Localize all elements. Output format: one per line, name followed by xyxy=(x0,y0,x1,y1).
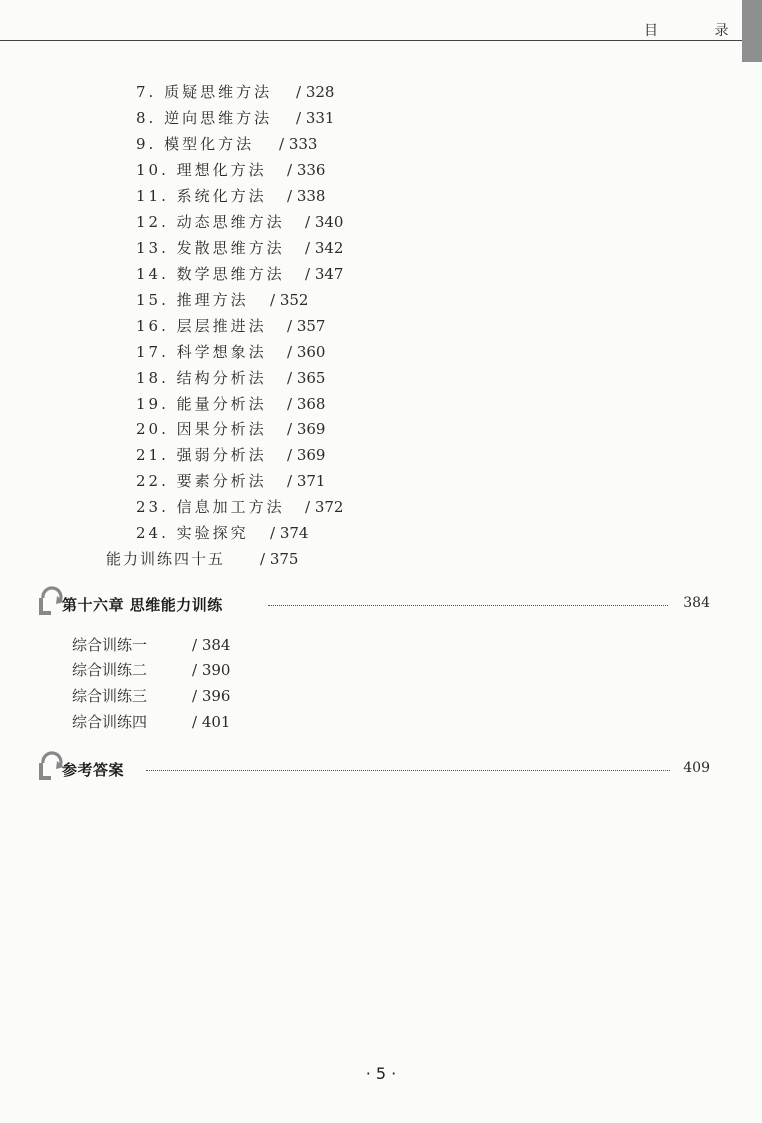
toc-entry-page: / 384 xyxy=(192,636,231,654)
toc-entry-page: / 338 xyxy=(287,187,326,205)
toc-entry-14[interactable] xyxy=(136,264,344,284)
toc-entry-23[interactable] xyxy=(136,497,344,517)
leader-dots xyxy=(146,770,670,771)
chapter-page: 384 xyxy=(683,595,710,611)
toc-entry-page: / 368 xyxy=(287,395,326,413)
answers-row[interactable] xyxy=(36,747,710,783)
toc-entry-label: 22. 要素分析法 xyxy=(136,472,267,490)
toc-entry-label: 15. 推理方法 xyxy=(136,291,249,309)
toc-entry-label: 16. 层层推进法 xyxy=(136,317,267,335)
toc-entry-page: / 371 xyxy=(287,472,326,490)
toc-entry-page: / 372 xyxy=(305,498,344,516)
toc-entry-page: / 401 xyxy=(192,713,231,731)
chapter-title: 参考答案 xyxy=(62,761,125,779)
page-number: · 5 · xyxy=(365,1064,397,1083)
toc-entry-label: 7. 质疑思维方法 xyxy=(136,83,273,101)
toc-entry-page: / 340 xyxy=(305,213,344,231)
toc-entry-11[interactable] xyxy=(136,186,326,206)
toc-entry-label: 综合训练四 xyxy=(72,713,148,731)
toc-entry-20[interactable] xyxy=(136,419,326,439)
header-rule xyxy=(0,40,742,41)
toc-entry-label: 10. 理想化方法 xyxy=(136,161,267,179)
toc-entry-page: / 396 xyxy=(192,687,231,705)
toc-entry-page: / 331 xyxy=(296,109,335,127)
toc-subentry-3[interactable] xyxy=(72,686,231,706)
toc-entry-label: 18. 结构分析法 xyxy=(136,369,267,387)
toc-entry-page: / 360 xyxy=(287,343,326,361)
toc-entry-page: / 369 xyxy=(287,420,326,438)
toc-entry-18[interactable] xyxy=(136,368,326,388)
toc-entry-label: 综合训练一 xyxy=(72,636,148,654)
toc-entry-label: 11. 系统化方法 xyxy=(136,187,267,205)
toc-entry-label: 能力训练四十五 xyxy=(106,550,226,568)
toc-entry-label: 14. 数学思维方法 xyxy=(136,265,285,283)
toc-entry-label: 23. 信息加工方法 xyxy=(136,498,285,516)
toc-entry-label: 20. 因果分析法 xyxy=(136,420,267,438)
toc-subentry-4[interactable] xyxy=(72,712,231,732)
toc-entry-page: / 375 xyxy=(260,550,299,568)
toc-entry-12[interactable] xyxy=(136,212,344,232)
toc-entry-label: 19. 能量分析法 xyxy=(136,395,267,413)
toc-entry-page: / 352 xyxy=(270,291,309,309)
toc-entry-page: / 365 xyxy=(287,369,326,387)
toc-entry-label: 综合训练二 xyxy=(72,661,148,679)
toc-entry-page: / 357 xyxy=(287,317,326,335)
toc-entry-22[interactable] xyxy=(136,471,326,491)
toc-entry-8[interactable] xyxy=(136,108,335,128)
toc-entry-21[interactable] xyxy=(136,445,326,465)
toc-entry-17[interactable] xyxy=(136,342,326,362)
toc-entry-13[interactable] xyxy=(136,238,344,258)
toc-entry-page: / 347 xyxy=(305,265,344,283)
toc-subentry-2[interactable] xyxy=(72,660,231,680)
toc-entry-page: / 333 xyxy=(279,135,318,153)
toc-entry-label: 17. 科学想象法 xyxy=(136,343,267,361)
running-header-title: 目 录 xyxy=(644,23,755,39)
chapter-16-row[interactable] xyxy=(36,582,710,618)
toc-entry-label: 24. 实验探究 xyxy=(136,524,249,542)
toc-entry-9[interactable] xyxy=(136,134,318,154)
toc-entry-label: 13. 发散思维方法 xyxy=(136,239,285,257)
toc-entry-label: 8. 逆向思维方法 xyxy=(136,109,273,127)
toc-entry-page: / 328 xyxy=(296,83,335,101)
toc-entry-label: 21. 强弱分析法 xyxy=(136,446,267,464)
toc-entry-page: / 374 xyxy=(270,524,309,542)
toc-entry-10[interactable] xyxy=(136,160,326,180)
toc-entry-label: 12. 动态思维方法 xyxy=(136,213,285,231)
toc-entry-page: / 390 xyxy=(192,661,231,679)
chapter-title: 第十六章 思维能力训练 xyxy=(62,596,223,614)
toc-subentry-1[interactable] xyxy=(72,635,231,655)
chapter-page: 409 xyxy=(683,760,710,776)
toc-entry-15[interactable] xyxy=(136,290,309,310)
toc-entry-page: / 369 xyxy=(287,446,326,464)
toc-entry-label: 9. 模型化方法 xyxy=(136,135,255,153)
toc-entry-label: 综合训练三 xyxy=(72,687,148,705)
toc-entry-training-45[interactable] xyxy=(106,549,299,569)
toc-entry-24[interactable] xyxy=(136,523,309,543)
toc-entry-page: / 336 xyxy=(287,161,326,179)
leader-dots xyxy=(268,605,668,606)
toc-entry-16[interactable] xyxy=(136,316,326,336)
toc-entry-7[interactable] xyxy=(136,82,335,102)
toc-entry-19[interactable] xyxy=(136,394,326,414)
toc-entry-page: / 342 xyxy=(305,239,344,257)
